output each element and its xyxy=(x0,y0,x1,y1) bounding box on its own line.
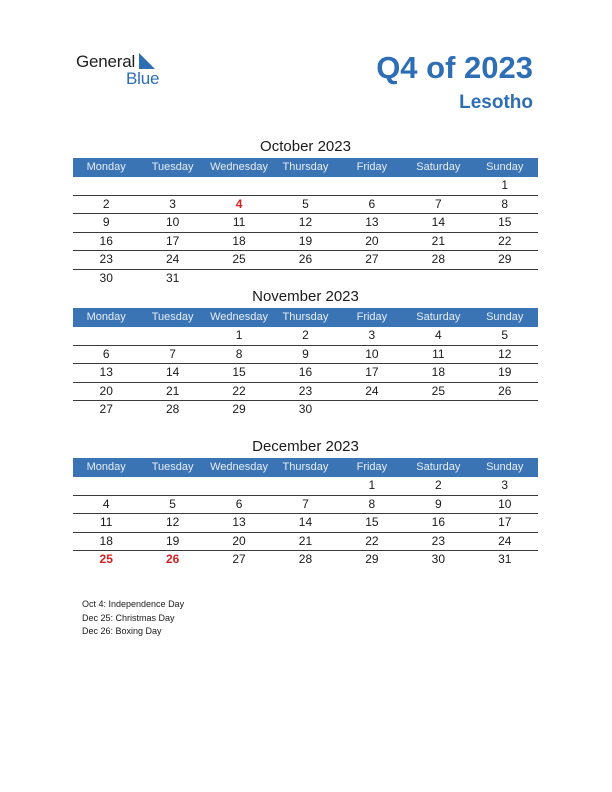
empty-day-cell xyxy=(339,401,405,419)
day-cell: 10 xyxy=(165,215,180,229)
brand-general-text: General xyxy=(76,52,136,71)
week-row xyxy=(73,177,538,196)
brand-logo xyxy=(76,52,186,92)
day-cell: 27 xyxy=(99,402,113,416)
weekday-label: Sunday xyxy=(486,311,524,323)
day-cell: 19 xyxy=(298,233,313,248)
day-cell: 5 xyxy=(302,196,309,211)
day-cell: 18 xyxy=(431,365,445,379)
holiday-note: Dec 25: Christmas Day xyxy=(82,612,175,623)
day-cell: 22 xyxy=(365,533,379,548)
weekday-label: Tuesday xyxy=(151,311,194,323)
week-row xyxy=(73,477,538,496)
week-row xyxy=(73,551,538,569)
logo-triangle-icon xyxy=(139,53,155,69)
week-row xyxy=(73,401,538,419)
day-cell: 21 xyxy=(431,233,445,248)
day-cell: 1 xyxy=(235,328,243,342)
holiday-note: Dec 26: Boxing Day xyxy=(82,626,162,636)
week-row xyxy=(73,270,538,288)
day-cell: 4 xyxy=(434,328,442,342)
day-cell: 8 xyxy=(235,346,243,361)
empty-day-cell xyxy=(272,477,338,495)
holiday-day-cell: 25 xyxy=(99,552,113,566)
day-cell: 18 xyxy=(232,233,246,248)
month-title: October 2023 xyxy=(260,138,351,155)
page-title: Q4 of 2023 xyxy=(376,50,533,85)
empty-day-cell xyxy=(405,270,471,288)
day-cell: 29 xyxy=(232,402,246,416)
day-cell: 30 xyxy=(298,402,313,416)
day-cell: 18 xyxy=(99,533,113,548)
day-cell: 29 xyxy=(498,252,512,266)
day-cell: 20 xyxy=(99,383,113,398)
day-cell: 23 xyxy=(431,533,445,548)
holiday-day-cell: 26 xyxy=(165,552,180,566)
day-cell: 22 xyxy=(232,383,246,398)
empty-day-cell xyxy=(339,270,405,288)
day-cell: 17 xyxy=(165,233,180,248)
day-cell: 14 xyxy=(298,515,313,529)
day-cell: 9 xyxy=(302,346,309,361)
day-cell: 23 xyxy=(298,383,313,398)
day-cell: 15 xyxy=(498,215,512,229)
empty-day-cell xyxy=(272,270,338,288)
month-october xyxy=(73,136,538,287)
day-cell: 12 xyxy=(165,515,180,529)
week-row xyxy=(73,346,538,365)
week-row xyxy=(73,251,538,270)
day-cell: 17 xyxy=(365,365,379,379)
day-cell: 1 xyxy=(368,478,376,492)
day-cell: 20 xyxy=(365,233,379,248)
week-row xyxy=(73,364,538,383)
day-cell: 8 xyxy=(368,496,376,511)
day-cell: 6 xyxy=(235,496,243,511)
weekday-label: Wednesday xyxy=(210,461,268,473)
day-cell: 28 xyxy=(298,552,313,566)
empty-day-cell xyxy=(206,270,272,288)
empty-day-cell xyxy=(73,477,139,495)
day-cell: 7 xyxy=(434,196,442,211)
weekday-label: Tuesday xyxy=(151,161,194,173)
day-cell: 2 xyxy=(302,328,309,342)
week-row xyxy=(73,383,538,402)
weekday-label: Wednesday xyxy=(210,161,268,173)
weekday-header xyxy=(73,308,538,327)
day-cell: 20 xyxy=(232,533,246,548)
empty-day-cell xyxy=(139,327,205,345)
empty-day-cell xyxy=(73,177,139,195)
weekday-label: Monday xyxy=(86,311,126,323)
day-cell: 9 xyxy=(434,496,442,511)
day-cell: 28 xyxy=(165,402,180,416)
day-cell: 4 xyxy=(102,496,110,511)
empty-day-cell xyxy=(405,401,471,419)
day-cell: 14 xyxy=(431,215,445,229)
weekday-label: Wednesday xyxy=(210,311,268,323)
day-cell: 1 xyxy=(501,178,509,192)
day-cell: 7 xyxy=(169,346,176,361)
weekday-label: Tuesday xyxy=(151,461,194,473)
day-cell: 2 xyxy=(434,478,442,492)
brand-blue-text: Blue xyxy=(126,69,160,88)
day-cell: 10 xyxy=(365,346,379,361)
day-cell: 14 xyxy=(165,365,180,379)
weekday-label: Saturday xyxy=(416,311,461,323)
day-cell: 12 xyxy=(298,215,313,229)
weekday-label: Saturday xyxy=(416,461,461,473)
day-cell: 16 xyxy=(99,233,113,248)
day-cell: 5 xyxy=(169,496,176,511)
day-cell: 3 xyxy=(501,478,509,492)
day-cell: 30 xyxy=(99,270,113,285)
holiday-note: Oct 4: Independence Day xyxy=(82,599,185,609)
weekday-label: Thursday xyxy=(282,161,329,173)
day-cell: 27 xyxy=(365,252,379,266)
empty-day-cell xyxy=(405,177,471,195)
day-cell: 22 xyxy=(498,233,512,248)
weekday-label: Sunday xyxy=(486,461,524,473)
day-cell: 19 xyxy=(165,533,180,548)
month-november xyxy=(73,286,538,419)
day-cell: 3 xyxy=(368,328,376,342)
day-cell: 13 xyxy=(99,365,113,379)
month-title: November 2023 xyxy=(252,288,359,305)
day-cell: 17 xyxy=(498,515,512,529)
week-row xyxy=(73,514,538,533)
day-cell: 3 xyxy=(169,196,176,211)
day-cell: 13 xyxy=(365,215,379,229)
weekday-label: Thursday xyxy=(282,461,329,473)
day-cell: 9 xyxy=(102,215,110,229)
week-row xyxy=(73,196,538,215)
day-cell: 15 xyxy=(365,515,379,529)
holiday-notes xyxy=(82,598,184,639)
day-cell: 25 xyxy=(232,252,246,266)
day-cell: 2 xyxy=(102,196,110,211)
week-row xyxy=(73,233,538,252)
day-cell: 6 xyxy=(368,196,376,211)
country-name: Lesotho xyxy=(459,92,533,113)
day-cell: 19 xyxy=(498,365,512,379)
weekday-label: Monday xyxy=(86,461,126,473)
empty-day-cell xyxy=(73,327,139,345)
empty-day-cell xyxy=(139,477,205,495)
day-cell: 8 xyxy=(501,196,509,211)
day-cell: 11 xyxy=(432,346,445,361)
week-row xyxy=(73,496,538,515)
weekday-header xyxy=(73,458,538,477)
day-cell: 31 xyxy=(498,552,512,566)
day-cell: 24 xyxy=(498,533,512,548)
day-cell: 16 xyxy=(298,365,313,379)
day-cell: 30 xyxy=(431,552,445,566)
day-cell: 31 xyxy=(165,270,180,285)
week-row xyxy=(73,533,538,552)
day-cell: 15 xyxy=(232,365,246,379)
day-cell: 29 xyxy=(365,552,379,566)
weekday-header xyxy=(73,158,538,177)
day-cell: 27 xyxy=(232,552,246,566)
weekday-label: Friday xyxy=(356,461,388,473)
day-cell: 25 xyxy=(431,383,445,398)
empty-day-cell xyxy=(206,477,272,495)
day-cell: 6 xyxy=(102,346,110,361)
week-row xyxy=(73,327,538,346)
day-cell: 11 xyxy=(99,515,113,529)
empty-day-cell xyxy=(339,177,405,195)
day-cell: 21 xyxy=(165,383,180,398)
empty-day-cell xyxy=(272,177,338,195)
day-cell: 23 xyxy=(99,252,113,266)
day-cell: 21 xyxy=(298,533,313,548)
holiday-day-cell: 4 xyxy=(235,196,243,211)
day-cell: 24 xyxy=(365,383,379,398)
week-row xyxy=(73,214,538,233)
day-cell: 11 xyxy=(232,215,246,229)
empty-day-cell xyxy=(472,401,538,419)
day-cell: 10 xyxy=(498,496,512,511)
weekday-label: Saturday xyxy=(416,161,461,173)
month-december xyxy=(73,436,538,569)
month-title: December 2023 xyxy=(252,438,359,455)
day-cell: 24 xyxy=(165,252,180,266)
day-cell: 26 xyxy=(298,252,313,266)
weekday-label: Friday xyxy=(356,161,388,173)
empty-day-cell xyxy=(206,177,272,195)
empty-day-cell xyxy=(139,177,205,195)
empty-day-cell xyxy=(472,270,538,288)
day-cell: 26 xyxy=(498,383,512,398)
weekday-label: Monday xyxy=(86,161,126,173)
day-cell: 7 xyxy=(302,496,309,511)
day-cell: 28 xyxy=(431,252,445,266)
day-cell: 16 xyxy=(431,515,445,529)
weekday-label: Friday xyxy=(356,311,388,323)
day-cell: 12 xyxy=(498,346,512,361)
weekday-label: Sunday xyxy=(486,161,524,173)
day-cell: 5 xyxy=(501,328,509,342)
weekday-label: Thursday xyxy=(282,311,329,323)
day-cell: 13 xyxy=(232,515,246,529)
